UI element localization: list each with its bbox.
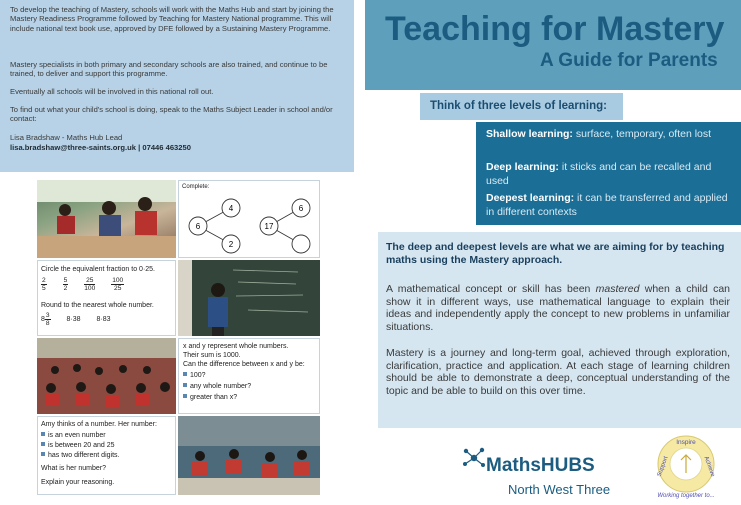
bullet-square-icon [41, 432, 45, 436]
complete-label: Complete: [182, 184, 210, 190]
mastery-paragraph-1: A mathematical concept or skill has been mastered when a child can show it in different ways, use mathematical language to explain their ideas and independently apply the concept to new problems in unfamiliar situations. [386, 283, 731, 333]
bond-1-whole: 6 [195, 222, 201, 231]
badge-support: Support [656, 455, 670, 478]
xy-line: x and y represent whole numbers. [183, 343, 289, 350]
bond-1-part-b: 2 [228, 240, 234, 249]
circle-fraction-title: Circle the equivalent fraction to 0·25. [41, 266, 156, 273]
bonds-worksheet [178, 180, 320, 258]
blackboard-photo-scene [178, 260, 320, 336]
inspire-support-achieve-badge [655, 433, 717, 503]
contact-email[interactable]: lisa.bradshaw@three-saints.org.uk [10, 143, 136, 152]
amy-worksheet [37, 416, 176, 495]
classroom-photo-1 [37, 180, 176, 258]
contact-line [10, 143, 346, 152]
info-paragraph-2: Mastery specialists in both primary and secondary schools are also trained, and continue to be trained, to deliver and support this programme. [10, 60, 328, 79]
badge-achieve: Achieve [702, 455, 716, 478]
xy-line: Can the difference between x and y be: [183, 361, 305, 368]
checkbox-icon[interactable] [183, 394, 187, 398]
xy-line: Their sum is 1000. [183, 352, 241, 359]
mathshubs-region: North West Three [508, 482, 611, 497]
round-value: 8·38 [66, 316, 81, 324]
bullet-square-icon [41, 452, 45, 456]
info-paragraph-3: Eventually all schools will be involved in this national roll out. [10, 87, 214, 96]
fraction-option[interactable]: $\frac{5}{2}$ [63, 277, 68, 292]
round-value: 8·83 [96, 316, 111, 324]
mathshubs-network-icon [462, 446, 486, 470]
classroom-photo-1-scene [37, 180, 176, 258]
bond-2-whole: 17 [264, 222, 274, 231]
level-deep: Deep learning: it sticks and can be recalled and used [486, 161, 712, 187]
bullet-square-icon [41, 442, 45, 446]
classroom-photo-2-scene [37, 338, 176, 414]
fraction-option[interactable]: $\frac{2}{5}$ [42, 277, 46, 292]
page-subtitle: A Guide for Parents [540, 50, 718, 71]
mastery-paragraph-2: Mastery is a journey and long-term goal, achieved through exploration, clarification, practice and application. At each stage of learning children should be able to demonstrate a deep, conceptual understanding of the topic and be able to build on this over time. [386, 347, 730, 397]
round-mixed-number: 8 $\frac{3}{8}$ [41, 312, 50, 327]
part-whole-diagram [179, 181, 320, 258]
xy-worksheet [178, 338, 320, 414]
contact-phone[interactable]: 07446 463250 [142, 143, 191, 152]
fraction-option[interactable]: $\frac{100}{25}$ [112, 277, 124, 292]
xy-option: greater than x? [183, 394, 237, 401]
amy-explain: Explain your reasoning. [41, 479, 115, 486]
xy-option: 100? [183, 372, 206, 379]
amy-title: Amy thinks of a number. Her number: [41, 421, 157, 428]
mathshubs-logo-text: MathsHUBS [486, 455, 595, 476]
round-options [41, 312, 111, 327]
amy-bullet: is an even number [41, 432, 106, 439]
classroom-photo-3 [178, 416, 320, 495]
bond-1-part-a: 4 [228, 204, 234, 213]
badge-inspire: Inspire [676, 439, 696, 446]
badge-motto: Working together to... [657, 493, 715, 499]
fraction-options [41, 277, 124, 292]
info-panel [0, 0, 354, 172]
bond-2-part-a: 6 [298, 204, 304, 213]
level-shallow: Shallow learning: surface, temporary, often lost [486, 128, 712, 140]
amy-question: What is her number? [41, 465, 106, 472]
contact-name: Lisa Bradshaw - Maths Hub Lead [10, 133, 123, 142]
round-title: Round to the nearest whole number. [41, 302, 154, 309]
think-heading: Think of three levels of learning: [430, 100, 608, 112]
contact-separator: | [138, 143, 141, 152]
level-deepest: Deepest learning: it can be transferred and applied in different contexts [486, 192, 728, 218]
info-paragraph-1: To develop the teaching of Mastery, schools will work with the Maths Hub and start by joining the Mastery Readiness Programme followed by Teaching for Mastery National programme. This will include national text book use, approved by DFE followed by a Sustaining Mastery Programme. [10, 5, 334, 33]
amy-bullet: has two different digits. [41, 452, 119, 459]
amy-bullet: is between 20 and 25 [41, 442, 115, 449]
blackboard-photo [178, 260, 320, 336]
fraction-worksheet [37, 260, 176, 336]
classroom-photo-3-scene [178, 416, 320, 495]
fraction-option[interactable]: $\frac{25}{100}$ [84, 277, 96, 292]
info-paragraph-4: To find out what your child's school is doing, speak to the Maths Subject Leader in school and/or contact: [10, 105, 333, 124]
checkbox-icon[interactable] [183, 383, 187, 387]
xy-option: any whole number? [183, 383, 251, 390]
page-title: Teaching for Mastery [385, 10, 725, 48]
checkbox-icon[interactable] [183, 372, 187, 376]
photo-worksheet-grid [37, 180, 320, 495]
classroom-photo-2 [37, 338, 176, 414]
mastery-lead: The deep and deepest levels are what we are aiming for by teaching maths using the Mastery approach. [386, 241, 725, 266]
